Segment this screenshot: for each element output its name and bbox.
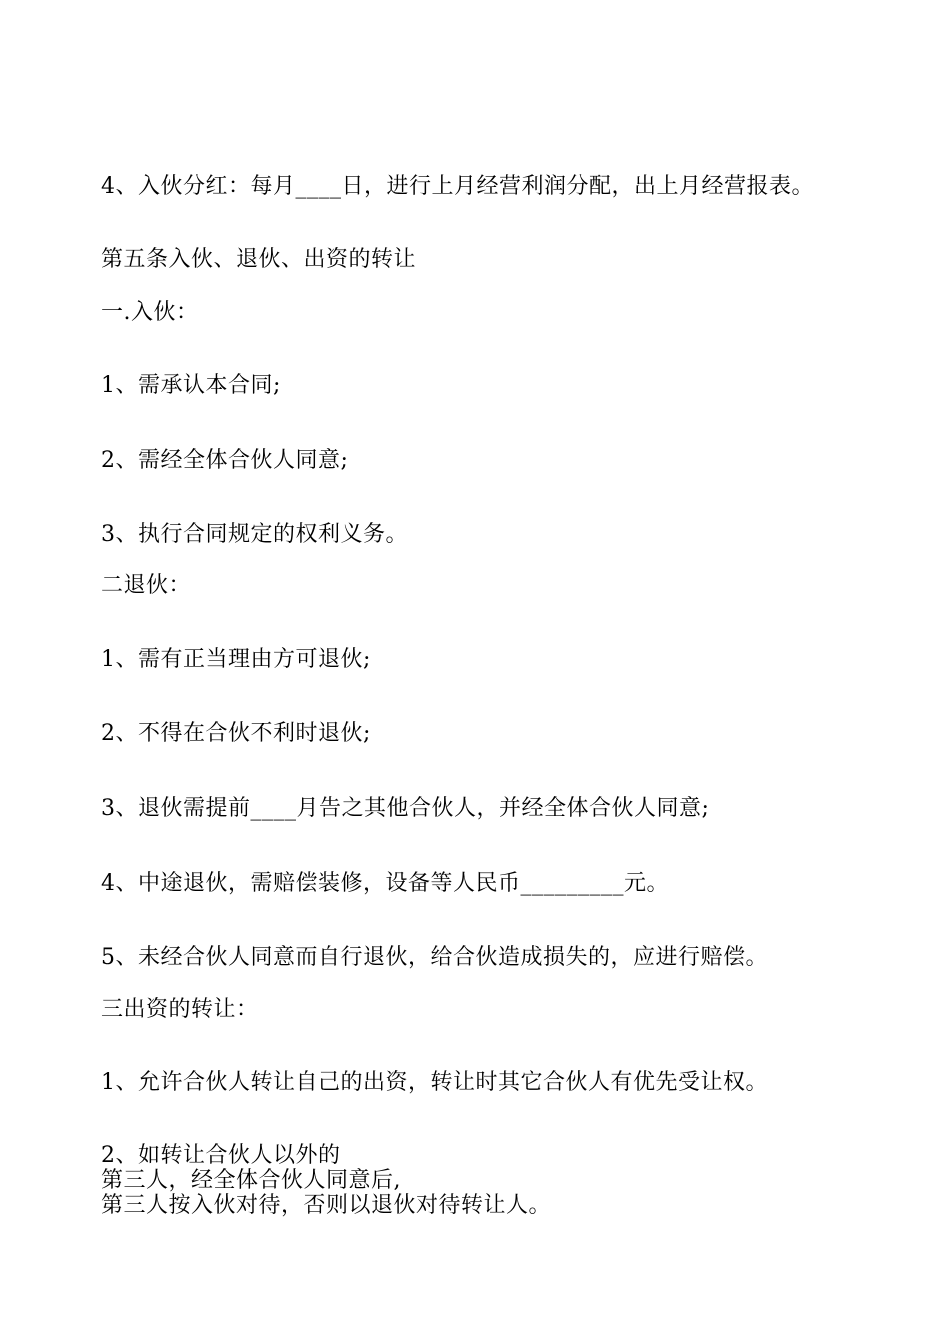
transfer-item-1: 1、允许合伙人转让自己的出资，转让时其它合伙人有优先受让权。 <box>101 1070 768 1095</box>
withdraw-item-2: 2、不得在合伙不利时退伙; <box>101 721 371 746</box>
transfer-item-2-line-1: 2、如转让合伙人以外的 <box>101 1143 341 1168</box>
withdraw-item-5: 5、未经合伙人同意而自行退伙，给合伙造成损失的，应进行赔偿。 <box>101 945 768 970</box>
transfer-item-2-line-2: 第三人，经全体合伙人同意后, <box>101 1168 401 1193</box>
section-2-heading: 二退伙： <box>101 573 192 598</box>
withdraw-item-4: 4、中途退伙，需赔偿装修，设备等人民币_________元。 <box>101 871 669 896</box>
article-5-heading: 第五条入伙、退伙、出资的转让 <box>101 247 417 272</box>
section-1-heading: 一.入伙： <box>101 300 199 325</box>
join-item-2: 2、需经全体合伙人同意; <box>101 448 349 473</box>
section-3-heading: 三出资的转让： <box>101 997 259 1022</box>
join-item-3: 3、执行合同规定的权利义务。 <box>101 522 408 547</box>
withdraw-item-3: 3、退伙需提前____月告之其他合伙人，并经全体合伙人同意; <box>101 796 710 821</box>
join-item-1: 1、需承认本合同; <box>101 373 281 398</box>
transfer-item-2-line-3: 第三人按入伙对待，否则以退伙对待转让人。 <box>101 1193 552 1218</box>
clause-4-dividend: 4、入伙分红：每月____日，进行上月经营利润分配，出上月经营报表。 <box>101 174 814 199</box>
withdraw-item-1: 1、需有正当理由方可退伙; <box>101 647 371 672</box>
